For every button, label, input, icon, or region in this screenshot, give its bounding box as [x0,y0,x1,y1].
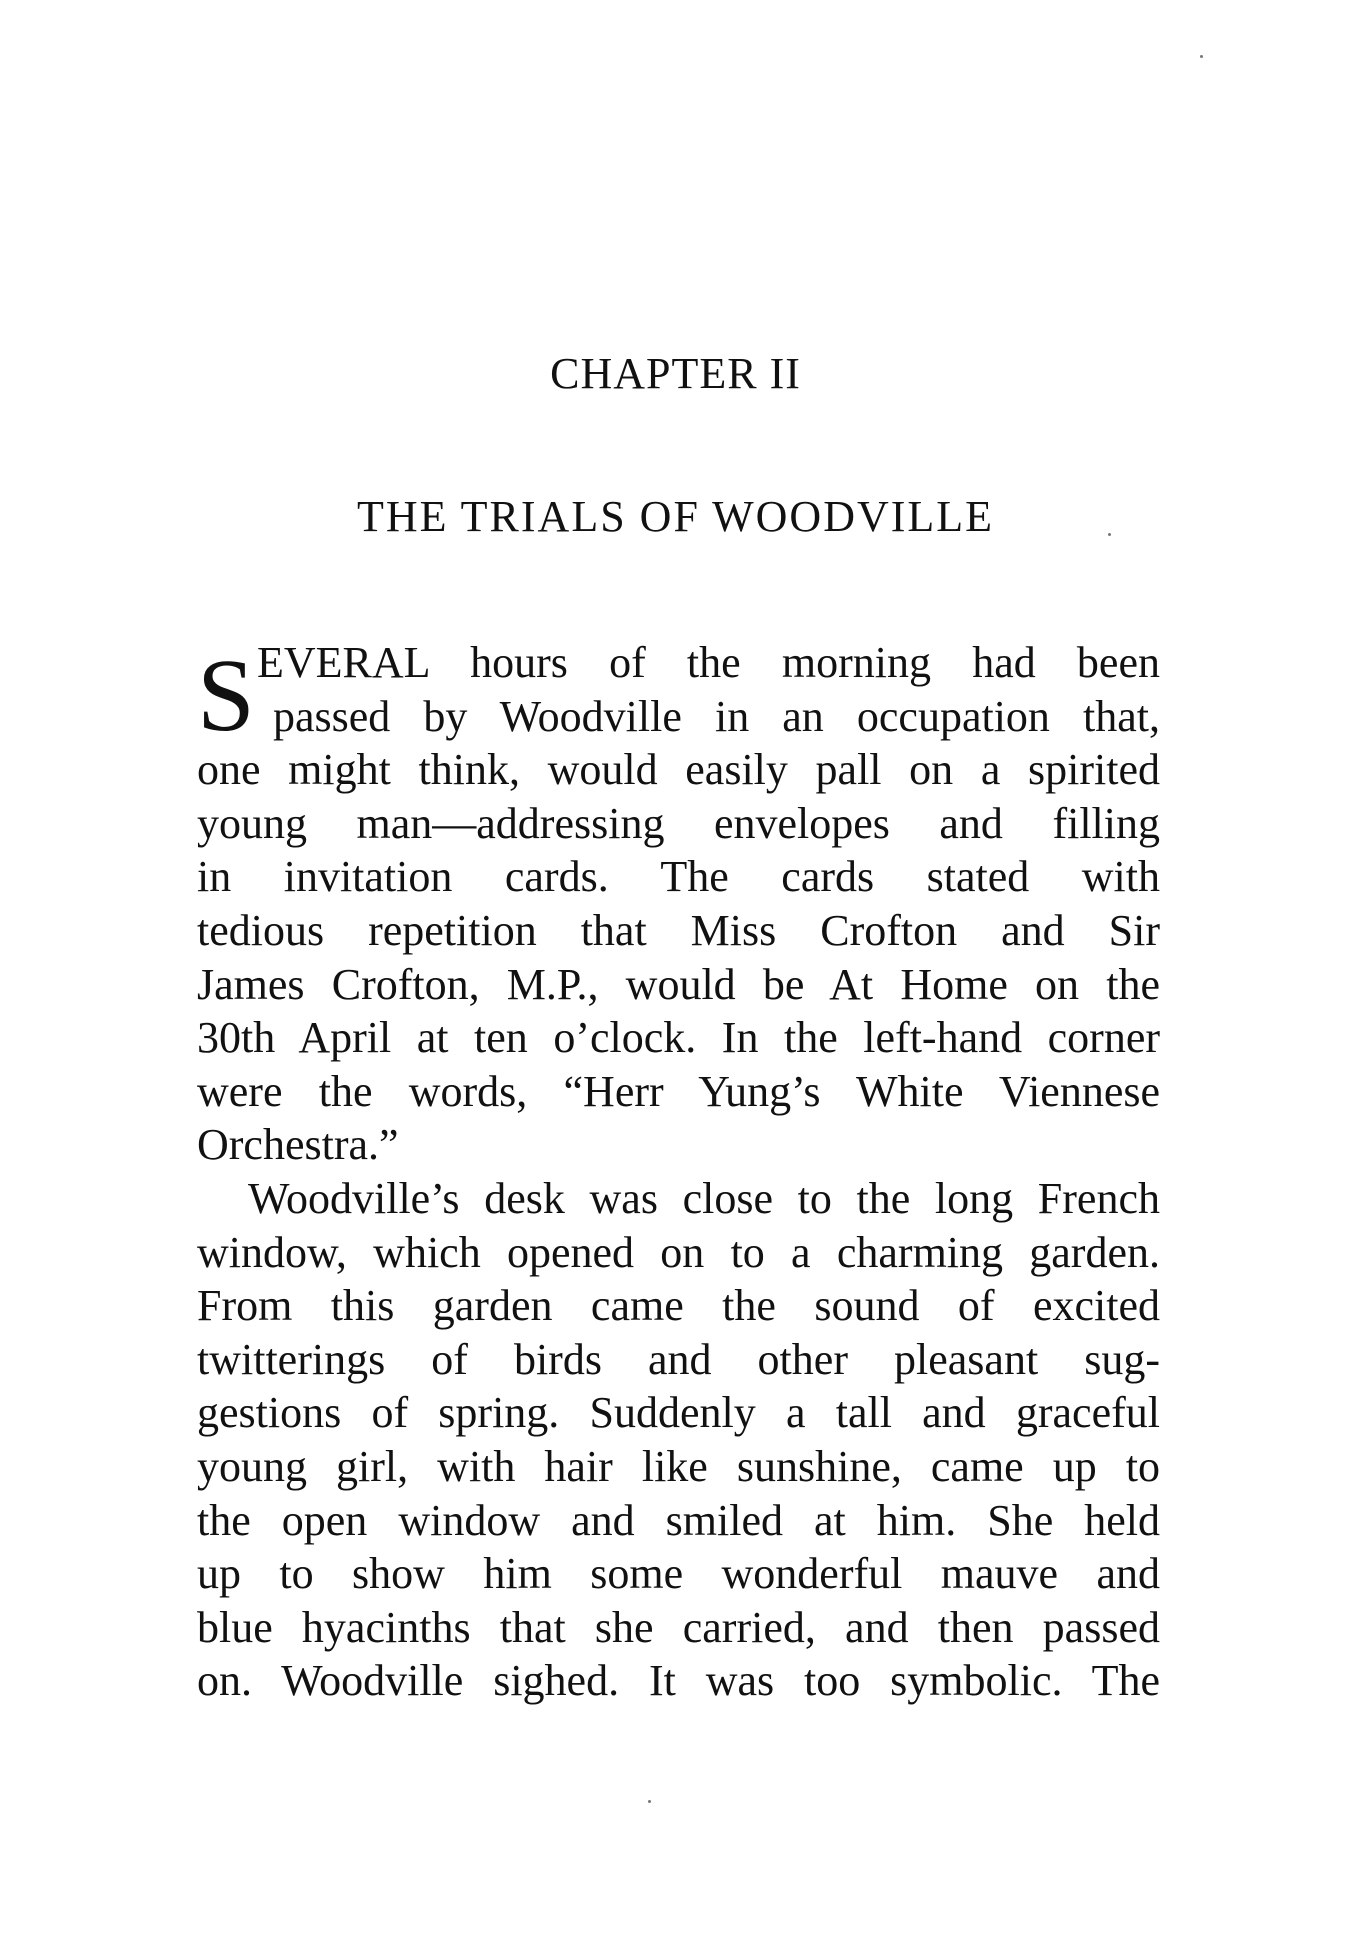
paragraph-line: passed by Woodville in an occupation that, [273,691,1160,741]
paragraph-line: Orchestra.” [197,1120,399,1170]
speck-mark [1200,55,1203,58]
paragraph-line: one might think, would easily pall on a spirited [197,745,1160,795]
paragraph-line: 30th April at ten o’clock. In the left-hand corner [197,1013,1160,1063]
paragraph-line: up to show him some wonderful mauve and [197,1549,1160,1599]
paragraph-line: Woodville’s desk was close to the long French [248,1173,1160,1223]
body-text [197,636,1160,1708]
paragraph-line: twitterings of birds and other pleasant sug- [197,1334,1160,1384]
paragraph-line: window, which opened on to a charming garden. [197,1227,1160,1277]
paragraph-line: young man—addressing envelopes and filling [197,798,1160,848]
speck-mark [648,1800,651,1803]
paragraph-line: gestions of spring. Suddenly a tall and graceful [197,1388,1160,1438]
paragraph-line: EVERAL hours of the morning had been [257,638,1160,687]
paragraph-line: in invitation cards. The cards stated with [197,852,1160,902]
paragraph-line: James Crofton, M.P., would be At Home on the [197,959,1160,1009]
chapter-title: THE TRIALS OF WOODVILLE [356,492,995,541]
chapter-number: CHAPTER II [550,349,801,398]
paragraph-line: tedious repetition that Miss Crofton and Sir [197,905,1160,955]
paragraph-line: were the words, “Herr Yung’s White Viennese [197,1066,1160,1116]
paragraph-line: on. Woodville sighed. It was too symbolic. The [197,1656,1160,1706]
paragraph-line: the open window and smiled at him. She held [197,1495,1160,1545]
paragraph-line: young girl, with hair like sunshine, came up to [197,1441,1160,1491]
paragraph-line: blue hyacinths that she carried, and then passed [197,1602,1160,1652]
drop-cap: S [197,638,255,753]
paragraph-line: From this garden came the sound of excited [197,1281,1160,1331]
